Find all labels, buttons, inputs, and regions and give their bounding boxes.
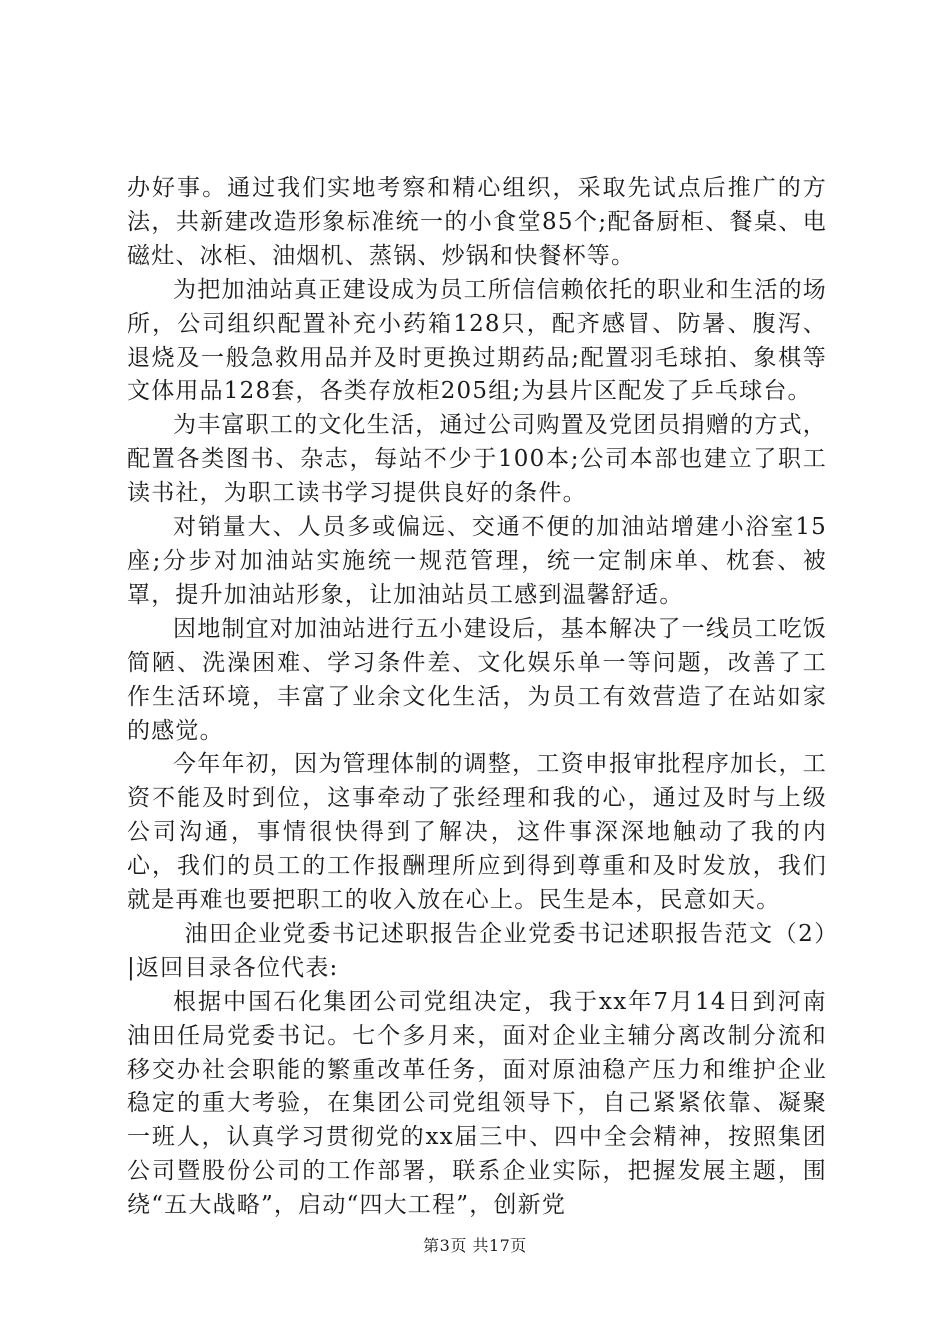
paragraph-party-secretary-report: 根据中国石化集团公司党组决定，我于xx年7月14日到河南油田任局党委书记。七个多月来，面对企业主辅分离改制分流和移交办社会职能的繁重改革任务，面对原油稳产压力和维护企业稳定的重大考验，在集团公司党组领导下，自己紧紧依靠、凝聚一班人，认真学习贯彻党的xx届三中、四中全会精神，按照集团公司暨股份公司的工作部署，联系企业实际，把握发展主题，围绕“五大战略”，启动“四大工程”，创新党 xyxy=(127,988,827,1219)
section-heading: 油田企业党委书记述职报告企业党委书记述职报告范文（2）|返回目录各位代表: xyxy=(127,920,827,981)
paragraph-wages: 今年年初，因为管理体制的调整，工资申报审批程序加长，工资不能及时到位，这事牵动了张经理和我的心，通过及时与上级公司沟通，事情很快得到了解决，这件事深深地触动了我的内心，我们的员工的工作报酬理所应到得到尊重和及时发放，我们就是再难也要把职工的收入放在心上。民生是本，民意如天。 xyxy=(127,751,827,914)
paragraph-bathrooms: 对销量大、人员多或偏远、交通不便的加油站增建小浴室15座;分步对加油站实施统一规范管理，统一定制床单、枕套、被罩，提升加油站形象，让加油站员工感到温馨舒适。 xyxy=(127,514,827,608)
paragraph-medicine-boxes: 为把加油站真正建设成为员工所信信赖依托的职业和生活的场所，公司组织配置补充小药箱128只，配齐感冒、防暑、腹泻、退烧及一般急救用品并及时更换过期药品;配置羽毛球拍、象棋等文体用品128套，各类存放柜205组;为县片区配发了乒乓球台。 xyxy=(127,276,827,405)
paragraph-canteens: 办好事。通过我们实地考察和精心组织，采取先试点后推广的方法，共新建改造形象标准统一的小食堂85个;配备厨柜、餐桌、电磁灶、冰柜、油烟机、蒸锅、炒锅和快餐杯等。 xyxy=(127,175,827,269)
paragraph-five-small-construction: 因地制宜对加油站进行五小建设后，基本解决了一线员工吃饭简陋、洗澡困难、学习条件差、文化娱乐单一等问题，改善了工作生活环境，丰富了业余文化生活，为员工有效营造了在站如家的感觉。 xyxy=(127,615,827,744)
document-body xyxy=(127,172,827,1223)
page-number-footer: 第3页 共17页 xyxy=(423,1236,527,1255)
paragraph-books: 为丰富职工的文化生活，通过公司购置及党团员捐赠的方式，配置各类图书、杂志，每站不少于100本;公司本部也建立了职工读书社，为职工读书学习提供良好的条件。 xyxy=(127,412,827,507)
